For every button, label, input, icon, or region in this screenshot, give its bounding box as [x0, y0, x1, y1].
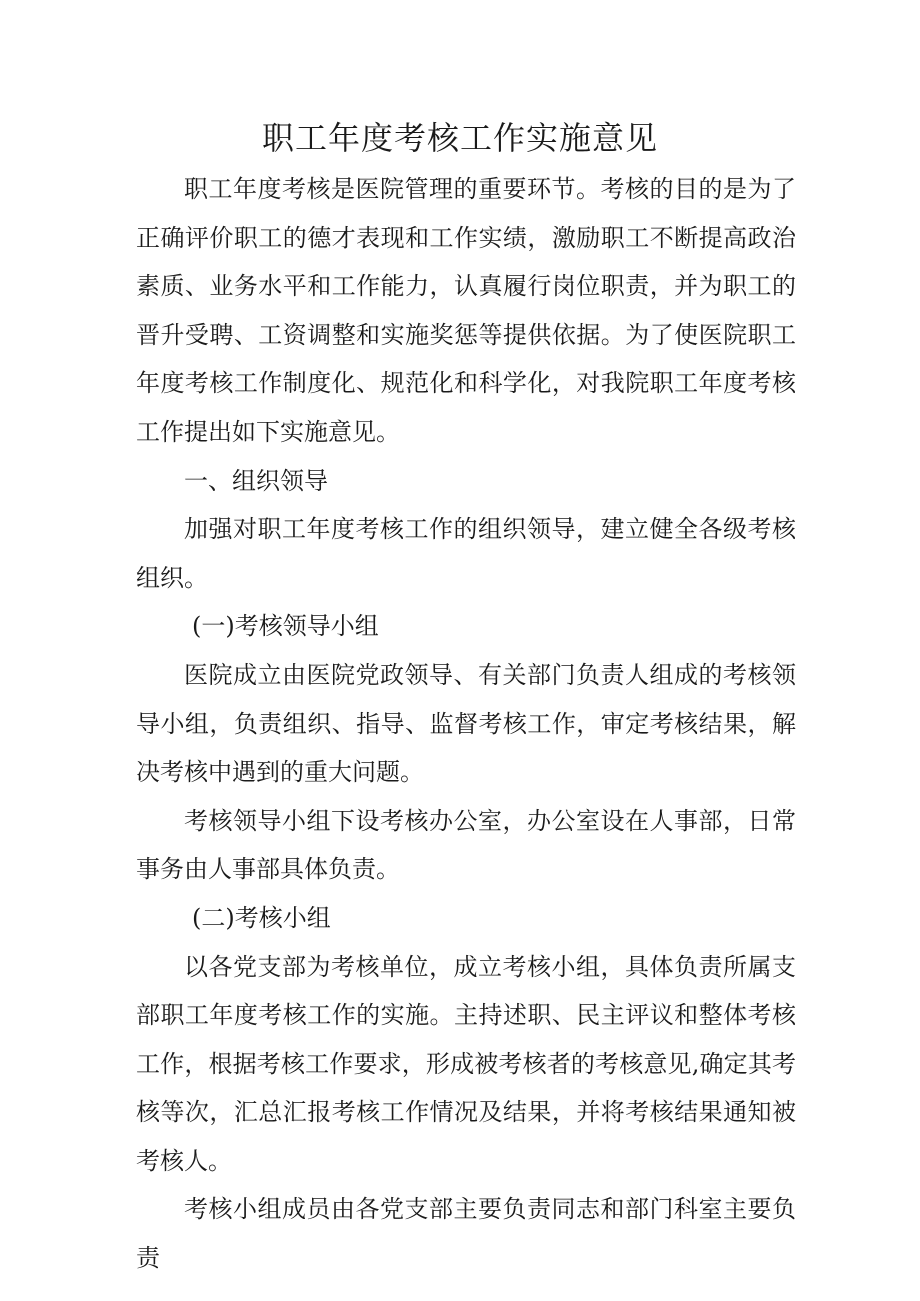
document-title: 职工年度考核工作实施意见: [261, 119, 658, 157]
intro-paragraph: 职工年度考核是医院管理的重要环节。考核的目的是为了正确评价职工的德才表现和工作实绩，激励职工不断提高政治素质、业务水平和工作能力，认真履行岗位职责，并为职工的晋升受聘、工资调整和实施奖惩等提供依据。为了使医院职工年度考核工作制度化、规范化和科学化，对我院职工年度考核工作提出如下实施意见。: [136, 175, 796, 446]
members-paragraph: 考核小组成员由各党支部主要负责同志和部门科室主要负责: [136, 1195, 796, 1273]
document-body: [136, 165, 796, 1283]
assessment-group-paragraph: 以各党支部为考核单位，成立考核小组，具体负责所属支部职工年度考核工作的实施。主持述职、民主评议和整体考核工作，根据考核工作要求，形成被考核者的考核意见,确定其考核等次，汇总汇报考核工作情况及结果，并将考核结果通知被考核人。: [136, 952, 796, 1175]
organization-paragraph: 加强对职工年度考核工作的组织领导，建立健全各级考核组织。: [136, 515, 796, 592]
subsection-heading-leadership-group: (一)考核领导小组: [192, 612, 379, 641]
office-paragraph: 考核领导小组下设考核办公室，办公室设在人事部，日常事务由人事部具体负责。: [136, 806, 796, 884]
leadership-group-paragraph: 医院成立由医院党政领导、有关部门负责人组成的考核领导小组，负责组织、指导、监督考核工作，审定考核结果，解决考核中遇到的重大问题。: [136, 660, 796, 787]
subsection-heading-assessment-group: (二)考核小组: [192, 903, 331, 932]
section-heading-organization: 一、组织领导: [184, 466, 328, 495]
